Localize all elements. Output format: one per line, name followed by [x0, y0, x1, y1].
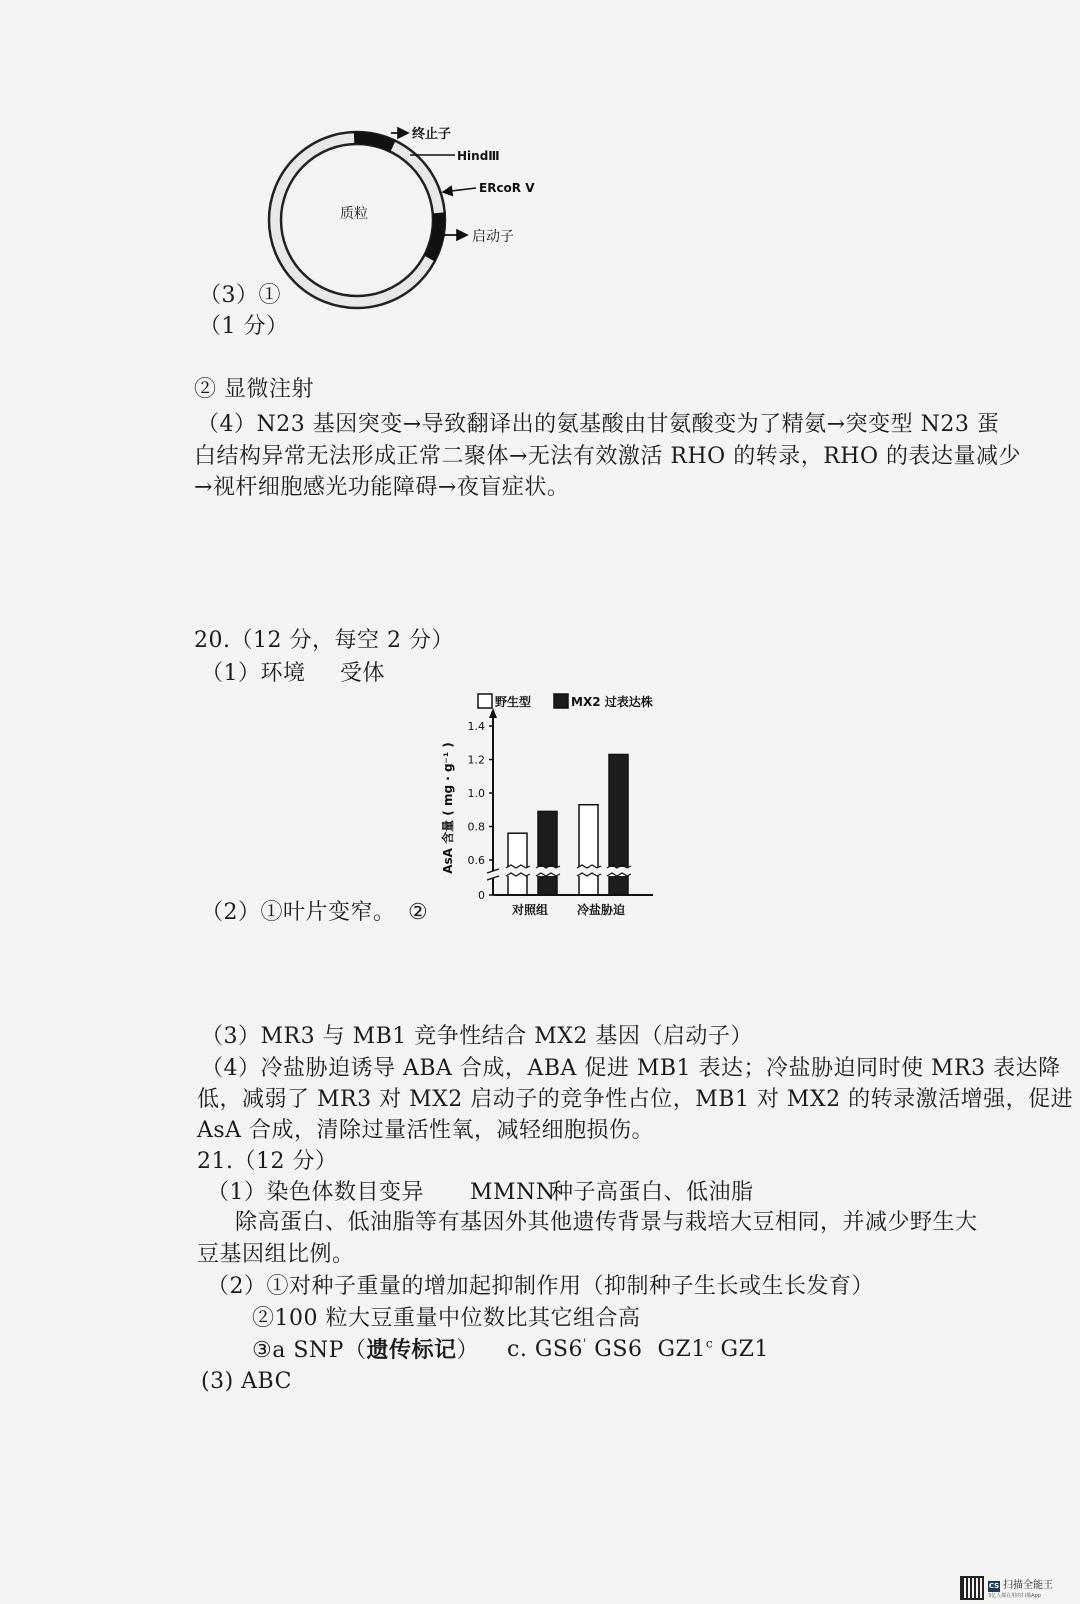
q19-4-line: 白结构异常无法形成正常二聚体→无法有效激活 RHO 的转录，RHO 的表达量减少 — [194, 444, 1021, 469]
promoter-label: 启动子 — [472, 229, 514, 245]
bar — [538, 811, 557, 895]
camscanner-logo-icon: CS — [988, 1582, 1000, 1590]
y-tick-label: 0.8 — [467, 820, 485, 834]
q19-4-line: （4）N23 基因突变→导致翻译出的氨基酸由甘氨酸变为了精氨→突变型 N23 蛋 — [197, 412, 1000, 437]
y-tick-label: 0.6 — [467, 854, 485, 867]
legend-label: MX2 过表达株 — [571, 695, 653, 709]
gene-symbol: GZ1 — [657, 1337, 706, 1362]
x-category-label: 冷盐胁迫 — [576, 903, 626, 917]
y-tick-label: 1.4 — [467, 720, 485, 733]
gene-symbol: GS6 — [534, 1337, 583, 1362]
q20-4-line: AsA 合成，清除过量活性氧，减轻细胞损伤。 — [197, 1118, 655, 1143]
plasmid-diagram — [250, 112, 550, 317]
item3-prefix: ③a SNP（ — [252, 1338, 367, 1363]
q19-4-line: →视杆细胞感光功能障碍→夜盲症状。 — [194, 475, 570, 500]
q20-3-answer: （3）MR3 与 MB1 竞争性结合 MX2 基因（启动子） — [201, 1024, 753, 1049]
q21-1-answer-b: MMNN — [470, 1180, 556, 1205]
watermark-tagline: 3亿人都在用的扫描App — [988, 1593, 1041, 1599]
y-tick-label: 0 — [478, 889, 485, 902]
y-tick-label: 1.0 — [467, 787, 485, 800]
item3-suffix: ） — [456, 1338, 479, 1363]
scanner-watermark — [962, 1578, 1062, 1602]
qr-code-icon — [962, 1578, 982, 1598]
q20-heading: 20.（12 分，每空 2 分） — [194, 628, 454, 653]
legend-swatch — [554, 694, 568, 708]
y-tick-label: 1.2 — [467, 753, 485, 767]
bar — [579, 805, 598, 895]
q21-1-answer-c: 种子高蛋白、低油脂 — [551, 1180, 754, 1205]
gene-symbol: GZ1 — [720, 1337, 769, 1362]
y-axis-arrowhead — [489, 708, 497, 718]
q20-2-answer-a: （2）①叶片变窄。 — [201, 900, 396, 925]
y-axis-title: AsA 含量 ( mg · g⁻¹ ) — [441, 742, 455, 874]
ecor-site-label: ERcoR V — [479, 181, 535, 195]
bar — [508, 833, 527, 895]
q20-4-line: 低，减弱了 MR3 对 MX2 启动子的竞争性占位，MB1 对 MX2 的转录激活增强，促进 — [197, 1087, 1074, 1112]
legend-label: 野生型 — [495, 695, 532, 709]
q19-3-score: （1 分） — [199, 314, 289, 339]
terminator-label: 终止子 — [412, 127, 452, 142]
q21-1-line: 除高蛋白、低油脂等有基因外其他遗传背景与栽培大豆相同，并减少野生大 — [235, 1210, 978, 1235]
q21-1-answer-a: （1）染色体数目变异 — [207, 1180, 424, 1205]
gene-superscript: ' — [582, 1336, 587, 1351]
q21-1-line: 豆基因组比例。 — [197, 1242, 355, 1267]
gene-symbol: GS6 — [594, 1337, 643, 1362]
q20-1-answer-b: 受体 — [340, 661, 386, 686]
q21-2-item3-c — [507, 1337, 769, 1363]
q21-2-item3-a — [252, 1337, 479, 1364]
q21-2-item2: ②100 粒大豆重量中位数比其它组合高 — [252, 1306, 641, 1331]
q20-4-line: （4）冷盐胁迫诱导 ABA 合成，ABA 促进 MB1 表达；冷盐胁迫同时使 MR3 表达降 — [201, 1056, 1061, 1081]
q19-3-item2: ② 显微注射 — [194, 377, 314, 402]
legend-swatch — [478, 694, 492, 708]
q19-3-item1: （3）① — [199, 283, 281, 308]
q20-1-answer-a: （1）环境 — [201, 661, 306, 686]
ecor-site-arrow — [443, 188, 476, 192]
item3-bold-term: 遗传标记 — [366, 1337, 457, 1363]
plasmid-center-label: 质粒 — [340, 206, 368, 222]
q20-2-answer-b: ② — [408, 900, 429, 925]
watermark-name: 扫描全能王 — [1003, 1580, 1053, 1591]
q21-3-answer: (3) ABC — [201, 1369, 292, 1394]
asa-bar-chart — [420, 690, 690, 930]
q21-2-item1: （2）①对种子重量的增加起抑制作用（抑制种子生长或生长发育） — [207, 1274, 874, 1299]
x-category-label: 对照组 — [511, 903, 549, 917]
item3-c-label: c. — [507, 1337, 528, 1362]
gene-superscript: c — [705, 1336, 714, 1351]
q21-heading: 21.（12 分） — [197, 1149, 338, 1174]
hind-site-label: HindⅢ — [457, 149, 500, 163]
